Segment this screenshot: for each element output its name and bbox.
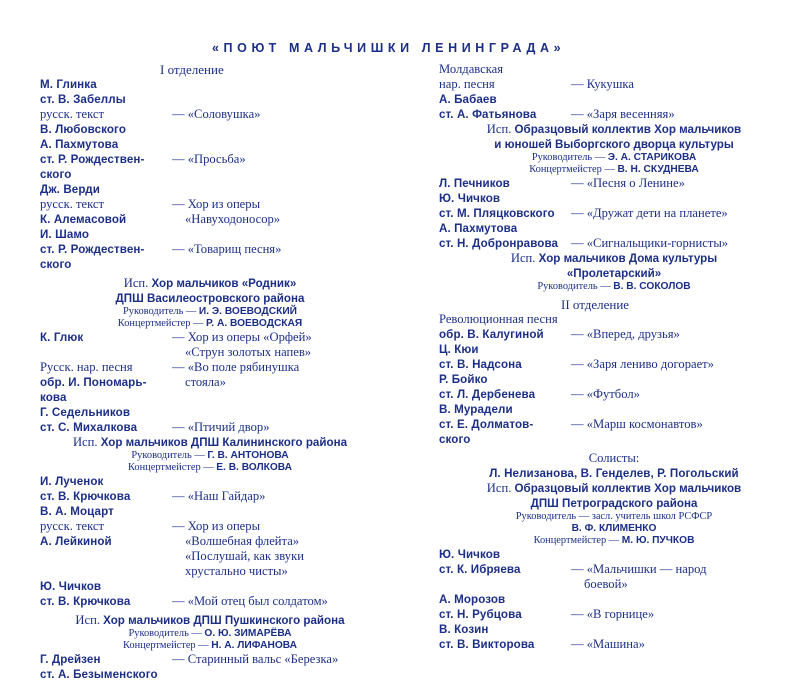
credit-line: Ю. Чичков bbox=[439, 192, 501, 205]
staff-line: Концертмейстер — Е. В. ВОЛКОВА bbox=[128, 462, 292, 473]
work-title-line bbox=[172, 182, 380, 197]
work-entry bbox=[439, 402, 789, 447]
staff-line: В. Ф. КЛИМЕНКО bbox=[571, 523, 657, 534]
section-heading-part-2: II отделение bbox=[561, 297, 630, 312]
performer-block bbox=[40, 276, 380, 330]
staff-line: Руководитель — засл. учитель школ РСФСР bbox=[515, 511, 713, 522]
credit-line: русск. текст bbox=[40, 519, 105, 533]
credit-line: ст. Н. Добронравова bbox=[439, 237, 559, 250]
credit-line: Р. Бойко bbox=[439, 373, 488, 386]
credit-line: ст. В. Крючкова bbox=[40, 595, 131, 608]
work-title-line bbox=[571, 221, 789, 236]
staff-line: Руководитель — В. В. СОКОЛОВ bbox=[537, 281, 691, 292]
work-title-line: — «Вперед, друзья» bbox=[571, 327, 680, 341]
credit-line: ст. Е. Долматов- bbox=[439, 418, 534, 431]
soloists-heading: Солисты: bbox=[588, 451, 640, 465]
performer-block bbox=[40, 435, 380, 474]
credit-line: Ю. Чичков bbox=[40, 580, 102, 593]
credit-line: А. Лейкиной bbox=[40, 535, 112, 548]
work-title-line bbox=[172, 405, 380, 420]
work-title-line bbox=[571, 592, 789, 607]
work-entry bbox=[40, 474, 380, 504]
right-column bbox=[439, 62, 789, 652]
work-title-line bbox=[172, 92, 380, 107]
work-title-line bbox=[172, 77, 380, 92]
staff-line: Концертмейстер — М. Ю. ПУЧКОВ bbox=[533, 535, 695, 546]
work-title-line bbox=[172, 137, 380, 152]
program-title: «ПОЮТ МАЛЬЧИШКИ ЛЕНИНГРАДА» bbox=[212, 41, 566, 55]
credit-line: ст. А. Безыменского bbox=[40, 668, 158, 681]
credit-line: В. Мурадели bbox=[439, 403, 513, 416]
work-entry bbox=[439, 62, 789, 107]
staff-line: Концертмейстер — Р. А. ВОЕВОДСКАЯ bbox=[117, 318, 303, 329]
work-entry bbox=[40, 227, 380, 272]
work-title-line: — Хор из оперы bbox=[172, 519, 261, 533]
credit-line: К. Глюк bbox=[40, 331, 84, 344]
work-title-line bbox=[571, 622, 789, 637]
work-entry bbox=[439, 312, 789, 342]
credit-line: И. Шамо bbox=[40, 228, 90, 241]
work-title-line: стояла» bbox=[185, 375, 226, 389]
credit-line bbox=[439, 577, 571, 592]
credit-line: Л. Печников bbox=[439, 177, 510, 190]
work-title-line: — «Мальчишки — народ bbox=[571, 562, 707, 576]
performer-block bbox=[40, 613, 380, 652]
work-title-line bbox=[571, 191, 789, 206]
work-title-line bbox=[172, 122, 380, 137]
work-entry bbox=[40, 579, 380, 609]
staff-line: Руководитель — И. Э. ВОЕВОДСКИЙ bbox=[122, 306, 298, 317]
credit-line: ст. Р. Рождествен- bbox=[40, 243, 145, 256]
performer-line: Исп. Хор мальчиков «Родник» bbox=[123, 276, 297, 290]
credit-line: ст. А. Фатьянова bbox=[439, 108, 537, 121]
credit-line: обр. В. Калугиной bbox=[439, 328, 544, 341]
work-title-line: — «Во поле рябинушка bbox=[172, 360, 300, 374]
work-title-line bbox=[571, 342, 789, 357]
work-list bbox=[439, 547, 789, 652]
work-title-line: — «Песня о Ленине» bbox=[571, 176, 685, 190]
performer-line: ДПШ Петроградского района bbox=[530, 497, 698, 510]
credit-line: К. Алемасовой bbox=[40, 213, 127, 226]
work-entry bbox=[439, 592, 789, 622]
work-title-line: — «Марш космонавтов» bbox=[571, 417, 703, 431]
work-title-line bbox=[571, 432, 789, 447]
work-title-line: — «Мой отец был солдатом» bbox=[172, 594, 328, 608]
work-title-line bbox=[172, 474, 380, 489]
credit-line: И. Лученок bbox=[40, 475, 104, 488]
staff-line: Руководитель — Э. А. СТАРИКОВА bbox=[531, 152, 697, 163]
work-list bbox=[40, 474, 380, 609]
credit-line: В. Любовского bbox=[40, 123, 127, 136]
performer-line: ДПШ Василеостровского района bbox=[115, 292, 305, 305]
work-title-line bbox=[571, 92, 789, 107]
staff-line: Концертмейстер — В. Н. СКУДНЕВА bbox=[529, 164, 699, 175]
work-title-line: — «Заря лениво догорает» bbox=[571, 357, 714, 371]
work-title-line bbox=[571, 547, 789, 562]
performer-line: «Пролетарский» bbox=[566, 267, 662, 280]
credit-line: ст. Р. Рождествен- bbox=[40, 153, 145, 166]
work-title-line: — «Просьба» bbox=[172, 152, 246, 166]
work-title-line: — «Дружат дети на планете» bbox=[571, 206, 728, 220]
credit-line: А. Пахмутова bbox=[439, 222, 518, 235]
credit-line: Г. Седельников bbox=[40, 406, 131, 419]
work-title-line: — «Футбол» bbox=[571, 387, 640, 401]
credit-line: А. Пахмутова bbox=[40, 138, 119, 151]
section-heading-part-1: I отделение bbox=[160, 62, 224, 77]
performer-line: и юношей Выборгского дворца культуры bbox=[494, 138, 734, 151]
credit-line: В. А. Моцарт bbox=[40, 505, 114, 518]
credit-line: русск. текст bbox=[40, 197, 105, 211]
work-title-line: — «Заря весенняя» bbox=[571, 107, 675, 121]
credit-line: русск. текст bbox=[40, 107, 105, 121]
performer-line: Исп. Образцовый коллектив Хор мальчиков bbox=[486, 122, 742, 136]
staff-line: Руководитель — О. Ю. ЗИМАРЁВА bbox=[128, 628, 292, 639]
work-entry bbox=[439, 221, 789, 251]
credit-line: ст. Н. Рубцова bbox=[439, 608, 522, 621]
credit-line: ского bbox=[439, 433, 471, 446]
credit-line: ст. М. Пляцковского bbox=[439, 207, 555, 220]
work-title-line bbox=[172, 667, 380, 682]
work-title-line: — Старинный вальс «Березка» bbox=[172, 652, 339, 666]
credit-line: ст. С. Михалкова bbox=[40, 421, 138, 434]
credit-line: ст. Л. Дербенева bbox=[439, 388, 536, 401]
work-title-line bbox=[571, 312, 789, 327]
work-title-line bbox=[172, 579, 380, 594]
performer-block bbox=[439, 251, 789, 293]
credit-line: А. Морозов bbox=[439, 593, 506, 606]
performer-block bbox=[439, 481, 789, 547]
work-title-line: хрустально чисты» bbox=[185, 564, 288, 578]
credit-line bbox=[40, 549, 172, 564]
work-title-line bbox=[172, 390, 380, 405]
credit-line: Русск. нар. песня bbox=[40, 360, 133, 374]
work-entry bbox=[40, 77, 380, 137]
credit-line: Ц. Кюи bbox=[439, 343, 479, 356]
credit-line: ст. К. Ибряева bbox=[439, 563, 521, 576]
work-entry bbox=[439, 342, 789, 372]
work-list bbox=[439, 312, 789, 447]
credit-line: А. Бабаев bbox=[439, 93, 497, 106]
work-list bbox=[439, 62, 789, 122]
work-title-line: — Хор из оперы bbox=[172, 197, 261, 211]
credit-line: ст. В. Викторова bbox=[439, 638, 535, 651]
work-title-line: — «В горнице» bbox=[571, 607, 655, 621]
work-entry bbox=[40, 652, 380, 682]
performer-line: Исп. Хор мальчиков ДПШ Пушкинского района bbox=[75, 613, 345, 627]
performer-line: Исп. Хор мальчиков ДПШ Калининского района bbox=[72, 435, 348, 449]
staff-line: Руководитель — Г. В. АНТОНОВА bbox=[131, 450, 289, 461]
credit-line: Революционная песня bbox=[439, 312, 558, 326]
work-list bbox=[40, 330, 380, 435]
work-entry bbox=[40, 137, 380, 182]
credit-line: Дж. Верди bbox=[40, 183, 100, 196]
staff-line: Концертмейстер — Н. А. ЛИФАНОВА bbox=[122, 640, 298, 651]
credit-line bbox=[40, 345, 172, 360]
work-entry bbox=[40, 182, 380, 227]
work-title-line: «Струн золотых напев» bbox=[185, 345, 312, 359]
credit-line: В. Козин bbox=[439, 623, 489, 636]
credit-line: нар. песня bbox=[439, 77, 495, 91]
work-entry bbox=[439, 547, 789, 592]
work-title-line: — «Сигнальщики-горнисты» bbox=[571, 236, 729, 250]
work-title-line: «Волшебная флейта» bbox=[185, 534, 300, 548]
credit-line: ского bbox=[40, 258, 72, 271]
work-entry bbox=[439, 107, 789, 122]
work-title-line: — Кукушка bbox=[571, 77, 634, 91]
work-title-line bbox=[571, 62, 789, 77]
work-title-line bbox=[172, 227, 380, 242]
performer-line: Исп. Образцовый коллектив Хор мальчиков bbox=[486, 481, 742, 495]
work-title-line: — Хор из оперы «Орфей» bbox=[172, 330, 312, 344]
work-title-line bbox=[571, 372, 789, 387]
credit-line: ст. В. Крючкова bbox=[40, 490, 131, 503]
work-title-line bbox=[172, 257, 380, 272]
work-entry bbox=[439, 372, 789, 402]
soloists-names: Л. Нелизанова, В. Генделев, Р. Погольский bbox=[489, 467, 739, 480]
work-list bbox=[40, 77, 380, 272]
work-title-line bbox=[571, 402, 789, 417]
work-title-line bbox=[172, 504, 380, 519]
work-title-line: — «Птичий двор» bbox=[172, 420, 270, 434]
credit-line: ст. В. Забеллы bbox=[40, 93, 126, 106]
credit-line: Г. Дрейзен bbox=[40, 653, 101, 666]
work-entry bbox=[439, 191, 789, 221]
work-title-line: «Послушай, как звуки bbox=[185, 549, 304, 563]
credit-line: Молдавская bbox=[439, 62, 504, 76]
credit-line: ского bbox=[40, 168, 72, 181]
work-title-line: — «Наш Гайдар» bbox=[172, 489, 266, 503]
credit-line: обр. И. Пономарь- bbox=[40, 376, 147, 389]
performer-block bbox=[439, 122, 789, 176]
credit-line: М. Глинка bbox=[40, 78, 97, 91]
credit-line: ст. В. Надсона bbox=[439, 358, 522, 371]
work-entry bbox=[439, 176, 789, 191]
work-list bbox=[439, 176, 789, 251]
credit-line bbox=[40, 564, 172, 579]
work-title-line: — «Соловушка» bbox=[172, 107, 261, 121]
work-entry bbox=[40, 330, 380, 360]
performer-line: Исп. Хор мальчиков Дома культуры bbox=[510, 251, 718, 265]
work-entry bbox=[40, 360, 380, 405]
work-entry bbox=[40, 405, 380, 435]
credit-line: кова bbox=[40, 391, 67, 404]
left-column bbox=[40, 62, 380, 682]
work-list bbox=[40, 652, 380, 682]
work-title-line: боевой» bbox=[584, 577, 628, 591]
work-title-line: — «Машина» bbox=[571, 637, 645, 651]
work-title-line: «Навуходоносор» bbox=[185, 212, 281, 226]
work-title-line: — «Товарищ песня» bbox=[172, 242, 282, 256]
work-title-line bbox=[172, 167, 380, 182]
work-entry bbox=[40, 504, 380, 579]
work-entry bbox=[439, 622, 789, 652]
credit-line: Ю. Чичков bbox=[439, 548, 501, 561]
